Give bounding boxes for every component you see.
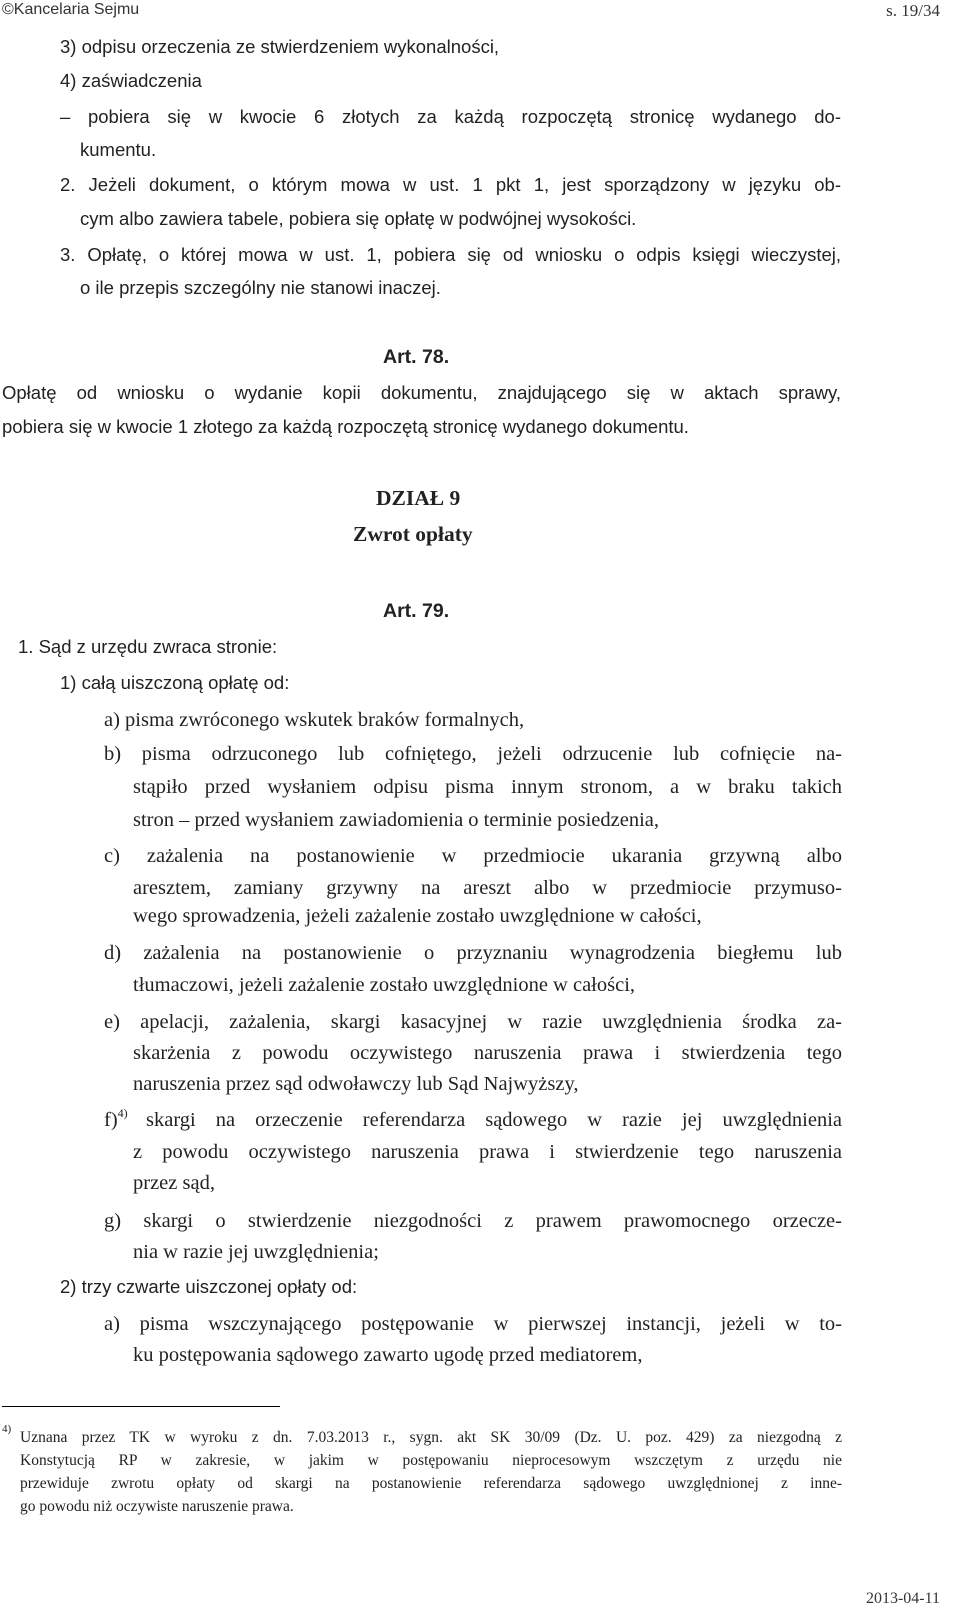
dash-line-2: kumentu. [80,139,157,160]
point-1d-line-1: d) zażalenia na postanowienie o przyznaniu wynagrodzenia biegłemu lub [104,942,842,964]
point-1f-line-2: z powodu oczywistego naruszenia prawa i stwierdzenie tego naruszenia [133,1141,842,1163]
point-1b-line-1: b) pisma odrzuconego lub cofniętego, jeżeli odrzucenie lub cofnięcie na- [104,743,842,765]
point-1d-line-2: tłumaczowi, jeżeli zażalenie zostało uwzględnione w całości, [133,974,636,996]
section-subtitle: Zwrot opłaty [353,522,473,546]
point-1f-line-3: przez sąd, [133,1172,215,1194]
point-1e-line-1: e) apelacji, zażalenia, skargi kasacyjnej w razie uwzględnienia środka za- [104,1011,842,1033]
footnote-line-3: przewiduje zwrotu opłaty od skargi na postanowienie referendarza sądowego uwzględnionej z inne- [20,1475,842,1492]
article-78-line-2: pobiera się w kwocie 1 złotego za każdą rozpoczętą stronicę wydanego dokumentu. [2,416,689,437]
point-1f-line-1: skargi na orzeczenie referendarza sądowego w razie jej uwzględnienia [146,1109,842,1131]
footnote-line-1: Uznana przez TK w wyroku z dn. 7.03.2013 r., sygn. akt SK 30/09 (Dz. U. poz. 429) za niezgodną z [20,1429,842,1446]
footnote-line-4: go powodu niż oczywiste naruszenie prawa. [20,1498,294,1515]
page-number: s. 19/34 [886,1,940,20]
para-3-line-1: 3. Opłatę, o której mowa w ust. 1, pobiera się od wniosku o odpis księgi wieczystej, [60,244,841,265]
para-2-line-2: cym albo zawiera tabele, pobiera się opłatę w podwójnej wysokości. [80,208,637,229]
article-78-line-1: Opłatę od wniosku o wydanie kopii dokumentu, znajdującego się w aktach sprawy, [2,382,841,403]
list-item-4: 4) zaświadczenia [60,70,202,91]
footnote-separator [2,1406,280,1407]
list-item-3: 3) odpisu orzeczenia ze stwierdzeniem wykonalności, [60,36,500,57]
point-1c-line-3: wego sprowadzenia, jeżeli zażalenie zostało uwzględnione w całości, [133,905,702,927]
point-2-heading: 2) trzy czwarte uiszczonej opłaty od: [60,1276,358,1297]
section-title: DZIAŁ 9 [376,486,461,510]
point-1g-line-1: g) skargi o stwierdzenie niezgodności z prawem prawomocnego orzecze- [104,1210,842,1232]
point-1a: a) pisma zwróconego wskutek braków formalnych, [104,709,525,731]
footnote-mark: 4) [2,1423,12,1435]
point-1b-line-3: stron – przed wysłaniem zawiadomienia o terminie posiedzenia, [133,809,659,831]
article-79-para-1: 1. Sąd z urzędu zwraca stronie: [18,636,278,657]
point-1e-line-2: skarżenia z powodu oczywistego naruszenia prawa i stwierdzenia tego [133,1042,842,1064]
point-1g-line-2: nia w razie jej uwzględnienia; [133,1241,379,1263]
dash-line-1: – pobiera się w kwocie 6 złotych za każdą rozpoczętą stronicę wydanego do- [60,106,841,127]
para-3-line-2: o ile przepis szczególny nie stanowi inaczej. [80,277,441,298]
para-2-line-1: 2. Jeżeli dokument, o którym mowa w ust. 1 pkt 1, jest sporządzony w języku ob- [60,174,841,195]
point-2a-line-1: a) pisma wszczynającego postępowanie w pierwszej instancji, jeżeli w to- [104,1313,842,1335]
footnote-reference[interactable]: 4) [117,1106,128,1120]
point-1c-line-1: c) zażalenia na postanowienie w przedmiocie ukarania grzywną albo [104,845,842,867]
copyright-notice: ©Kancelaria Sejmu [2,1,140,18]
point-1e-line-3: naruszenia przez sąd odwoławczy lub Sąd Najwyższy, [133,1073,579,1095]
article-78-title: Art. 78. [383,346,450,368]
point-1c-line-2: aresztem, zamiany grzywny na areszt albo w przedmiocie przymuso- [133,877,842,899]
point-1f-letter: f) [104,1109,118,1131]
point-1f-label [104,1106,128,1131]
point-1-heading: 1) całą uiszczoną opłatę od: [60,672,290,693]
footnote-line-2: Konstytucją RP w zakresie, w jakim w postępowaniu nieprocesowym wszczętym z urzędu nie [20,1452,842,1469]
footer-date: 2013-04-11 [865,1590,940,1607]
point-2a-line-2: ku postępowania sądowego zawarto ugodę przed mediatorem, [133,1344,643,1366]
point-1b-line-2: stąpiło przed wysłaniem odpisu pisma innym stronom, a w braku takich [133,776,842,798]
article-79-title: Art. 79. [383,600,450,622]
